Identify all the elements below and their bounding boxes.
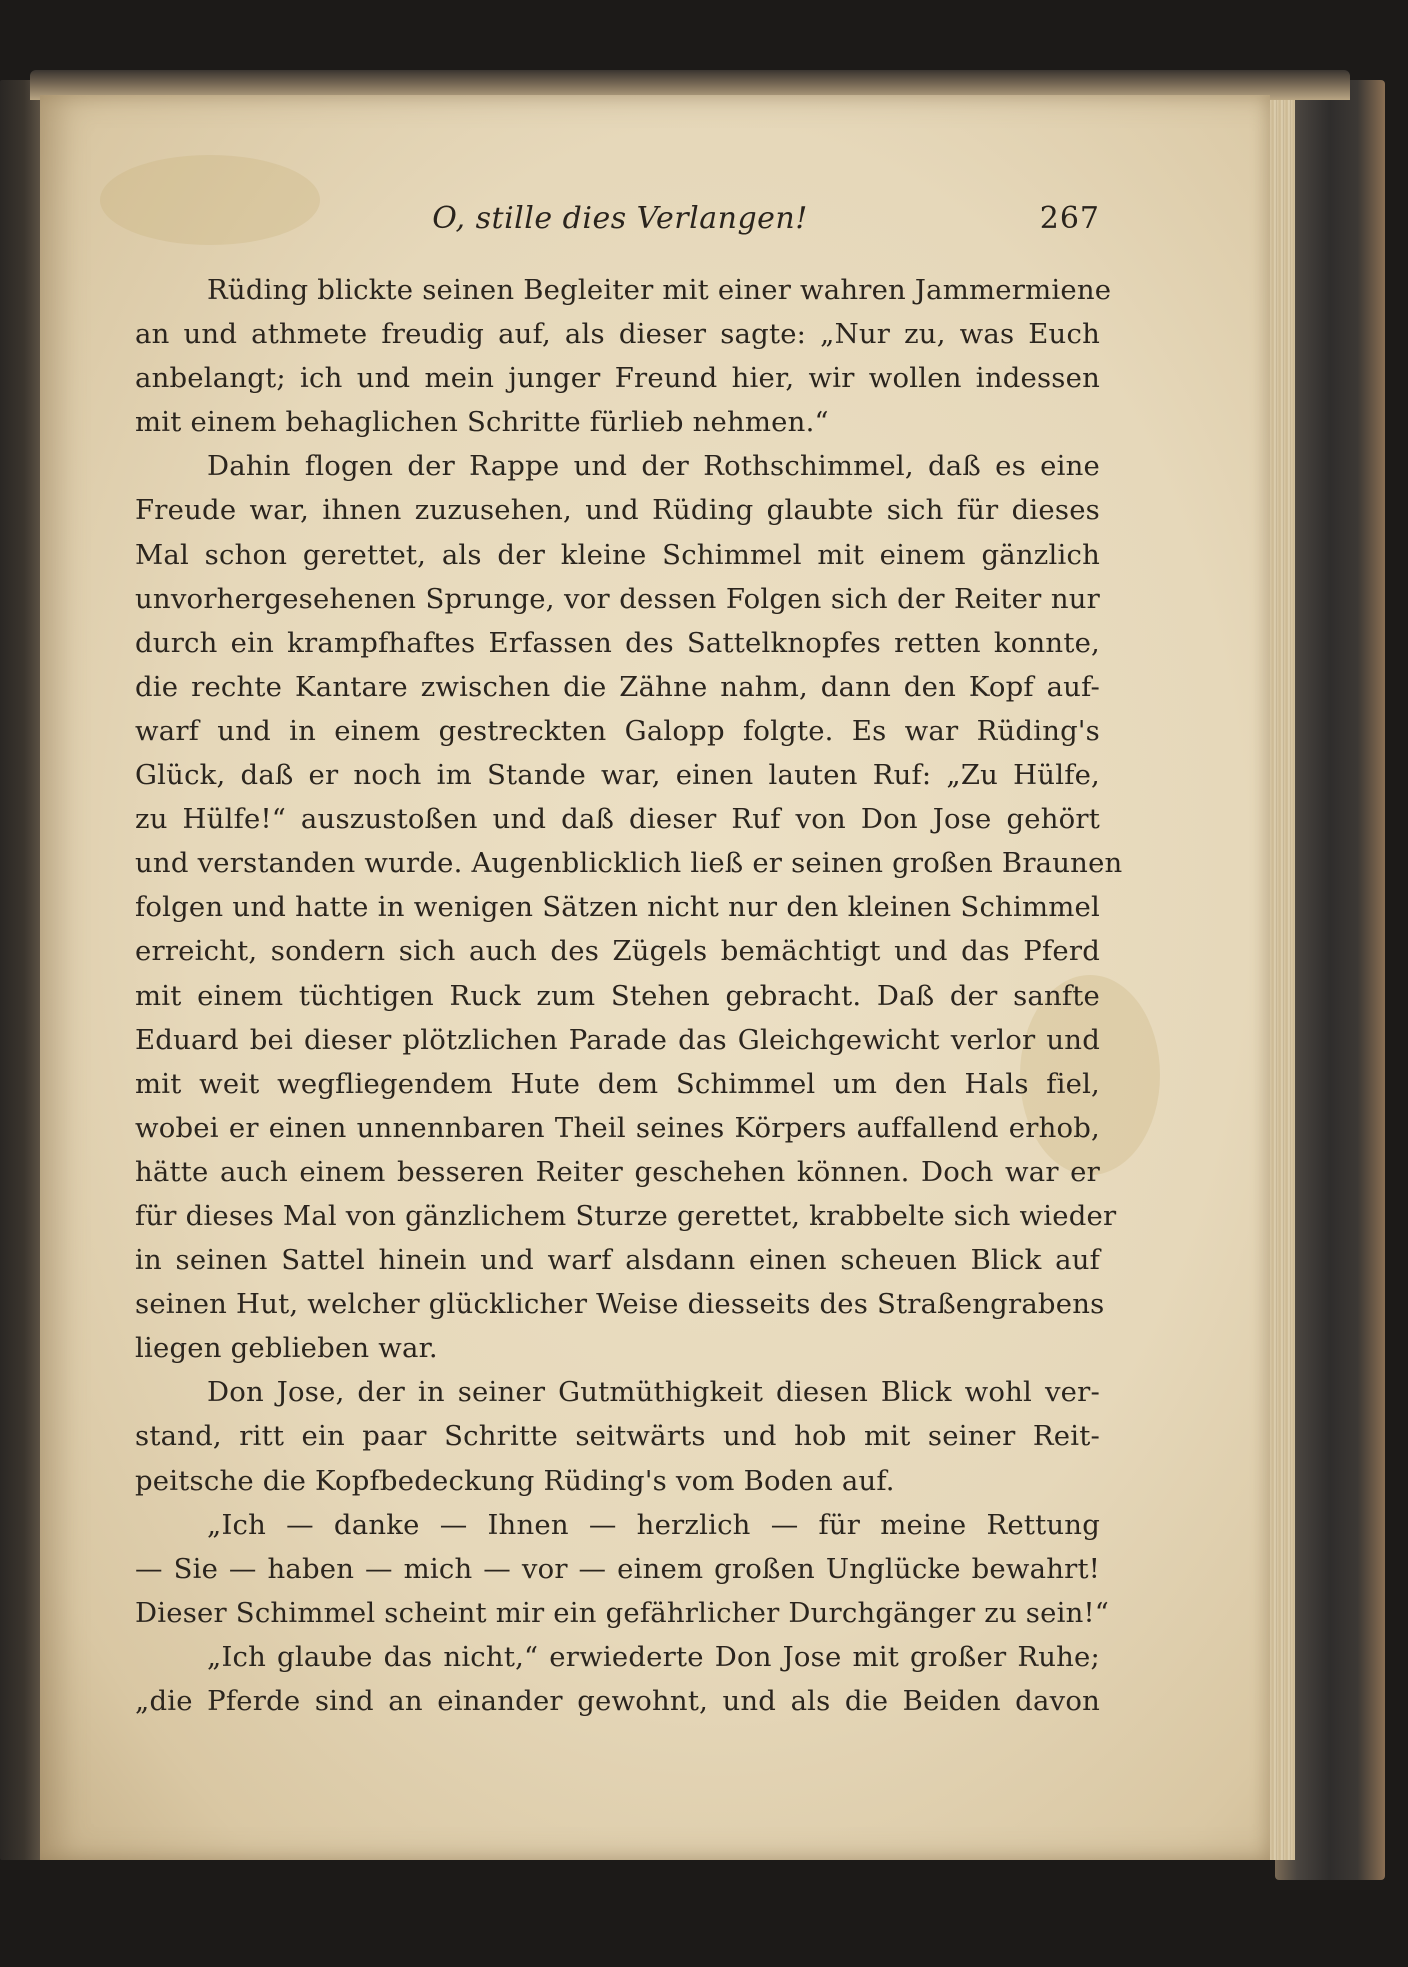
text-line: folgen und hatte in wenigen Sätzen nicht nur den kleinen Schimmel xyxy=(135,891,1100,924)
text-line: an und athmete freudig auf, als dieser sagte: „Nur zu, was Euch xyxy=(135,318,1100,351)
text-line: mit einem tüchtigen Ruck zum Stehen gebracht. Daß der sanfte xyxy=(135,979,1100,1012)
text-line: zu Hülfe!“ auszustoßen und daß dieser Ruf von Don Jose gehört xyxy=(135,803,1100,836)
text-line: stand, ritt ein paar Schritte seitwärts und hob mit seiner Reit- xyxy=(135,1420,1100,1453)
text-line: erreicht, sondern sich auch des Zügels bemächtigt und das Pferd xyxy=(135,935,1100,968)
text-line: „die Pferde sind an einander gewohnt, und als die Beiden davon xyxy=(135,1685,1100,1717)
running-head xyxy=(140,195,1100,245)
text-line: hätte auch einem besseren Reiter geschehen können. Doch war er xyxy=(135,1155,1100,1188)
text-line: warf und in einem gestreckten Galopp folgte. Es war Rüding's xyxy=(135,714,1100,747)
page-number: 267 xyxy=(1039,201,1100,236)
text-line: seinen Hut, welcher glücklicher Weise diesseits des Straßengrabens xyxy=(135,1288,1105,1321)
text-line: die rechte Kantare zwischen die Zähne nahm, dann den Kopf auf- xyxy=(135,670,1100,703)
text-line: „Ich glaube das nicht,“ erwiederte Don Jose mit großer Ruhe; xyxy=(207,1640,1100,1673)
text-line: für dieses Mal von gänzlichem Sturze gerettet, krabbelte sich wieder xyxy=(135,1199,1117,1232)
text-line: peitsche die Kopfbedeckung Rüding's vom Boden auf. xyxy=(135,1464,895,1497)
text-line: mit einem behaglichen Schritte fürlieb nehmen.“ xyxy=(135,406,829,439)
text-line: unvorhergesehenen Sprunge, vor dessen Folgen sich der Reiter nur xyxy=(135,582,1100,615)
text-line: — Sie — haben — mich — vor — einem großen Unglücke bewahrt! xyxy=(135,1552,1100,1585)
text-line: liegen geblieben war. xyxy=(135,1332,438,1365)
text-line: Rüding blickte seinen Begleiter mit einer wahren Jammermiene xyxy=(207,274,1112,306)
text-line: Dahin flogen der Rappe und der Rothschimmel, daß es eine xyxy=(207,450,1100,483)
text-line: Glück, daß er noch im Stande war, einen lauten Ruf: „Zu Hülfe, xyxy=(135,759,1100,792)
text-line: wobei er einen unnennbaren Theil seines Körpers auffallend erhob, xyxy=(135,1111,1100,1144)
text-line: Eduard bei dieser plötzlichen Parade das Gleichgewicht verlor und xyxy=(135,1023,1100,1056)
text-line: anbelangt; ich und mein junger Freund hier, wir wollen indessen xyxy=(135,362,1100,395)
text-line: Don Jose, der in seiner Gutmüthigkeit diesen Blick wohl ver- xyxy=(207,1376,1100,1409)
running-title: O, stille dies Verlangen! xyxy=(432,201,808,236)
text-line: mit weit wegfliegendem Hute dem Schimmel um den Hals fiel, xyxy=(135,1067,1100,1100)
text-line: in seinen Sattel hinein und warf alsdann einen scheuen Blick auf xyxy=(135,1244,1100,1277)
text-line: Freude war, ihnen zuzusehen, und Rüding glaubte sich für dieses xyxy=(135,494,1100,527)
text-line: „Ich — danke — Ihnen — herzlich — für meine Rettung xyxy=(207,1508,1100,1541)
body-text xyxy=(135,268,1123,1723)
text-line: und verstanden wurde. Augenblicklich ließ er seinen großen Braunen xyxy=(135,847,1123,880)
text-line: durch ein krampfhaftes Erfassen des Sattelknopfes retten konnte, xyxy=(135,626,1100,659)
text-line: Dieser Schimmel scheint mir ein gefährlicher Durchgänger zu sein!“ xyxy=(135,1596,1109,1629)
text-line: Mal schon gerettet, als der kleine Schimmel mit einem gänzlich xyxy=(135,538,1100,571)
